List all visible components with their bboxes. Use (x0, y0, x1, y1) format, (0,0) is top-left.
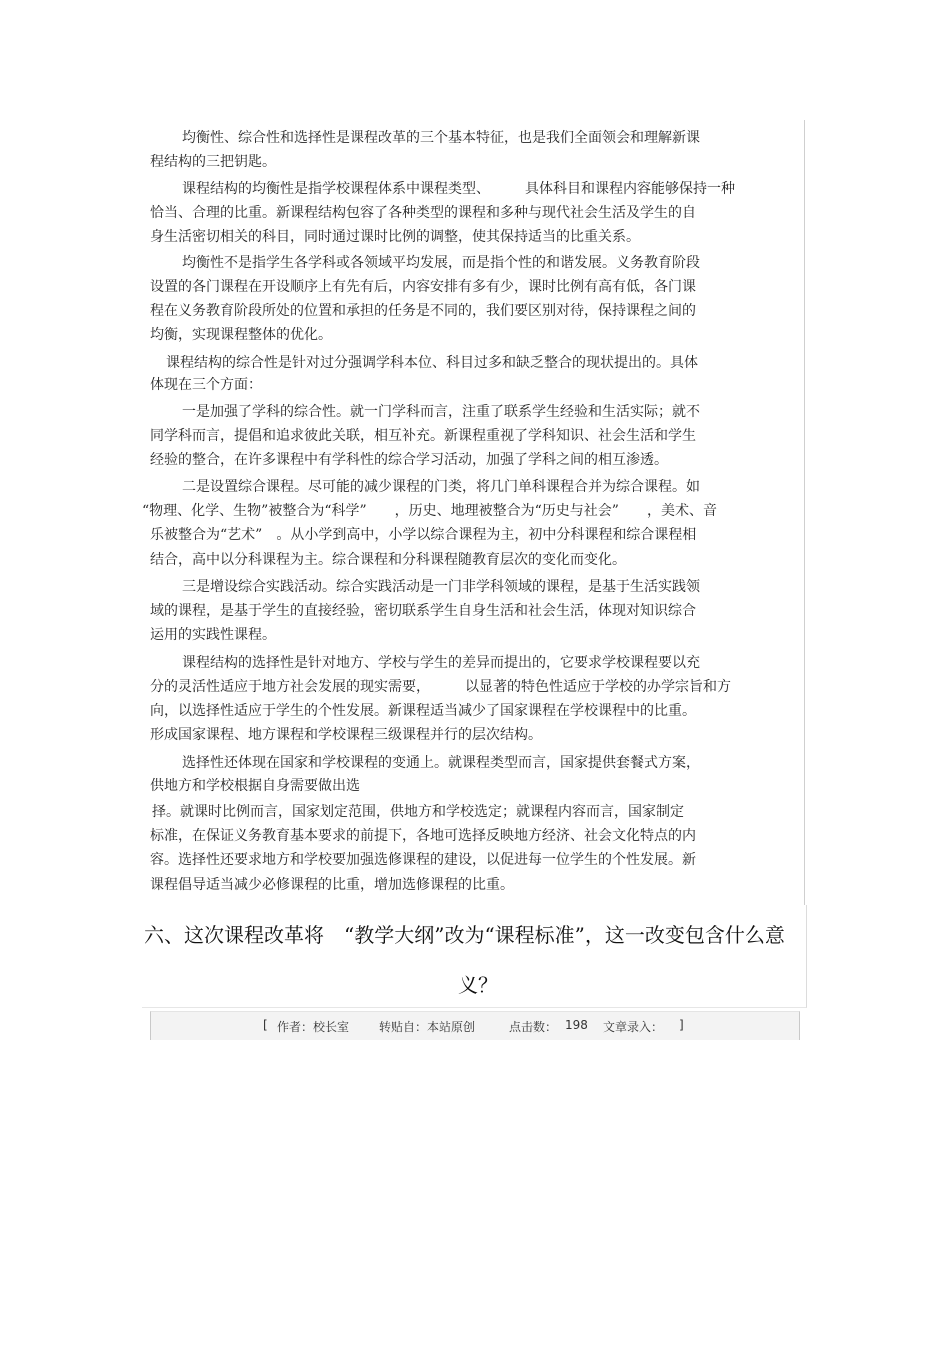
article-line: 形成国家课程、地方课程和学校课程三级课程并行的层次结构。 (150, 727, 542, 743)
article-line: 容。选择性还要求地方和学校要加强选修课程的建设，以促进每一位学生的个性发展。新 (150, 852, 696, 868)
article-line: 经验的整合，在许多课程中有学科性的综合学习活动，加强了学科之间的相互渗透。 (150, 452, 668, 468)
info-clicks-label: 点击数： (509, 1020, 558, 1034)
heading-line: 六、这次课程改革将 “教学大纲”改为“课程标准”，这一改变包含什么意 (144, 923, 785, 947)
info-open-bracket: [ (263, 1018, 268, 1032)
article-line: 择。就课时比例而言，国家划定范围，供地方和学校选定；就课程内容而言，国家制定 (152, 804, 684, 820)
article-line: “物理、化学、生物”被整合为“科学” ，历史、地理被整合为“历史与社会” ，美术、音 (142, 503, 717, 519)
article-line: 课程结构的选择性是针对地方、学校与学生的差异而提出的，它要求学校课程要以充 (182, 655, 700, 671)
article-line: 分的灵活性适应于地方社会发展的现实需要， 以显著的特色性适应于学校的办学宗旨和方 (150, 679, 731, 695)
question-heading (142, 905, 807, 1008)
article-body (142, 120, 805, 905)
info-close-bracket: ] (679, 1018, 684, 1032)
article-line: 向，以选择性适应于学生的个性发展。新课程适当减少了国家课程在学校课程中的比重。 (150, 703, 696, 719)
article-line: 课程结构的均衡性是指学校课程体系中课程类型、 具体科目和课程内容能够保持一种 (182, 181, 735, 197)
article-info-bar (150, 1011, 800, 1040)
article-line: 乐被整合为“艺术” 。从小学到高中，小学以综合课程为主，初中分科课程和综合课程相 (150, 527, 697, 543)
article-line: 同学科而言，提倡和追求彼此关联，相互补充。新课程重视了学科知识、社会生活和学生 (150, 428, 696, 444)
article-line: 结合，高中以分科课程为主。综合课程和分科课程随教育层次的变化而变化。 (150, 552, 626, 568)
article-line: 恰当、合理的比重。新课程结构包容了各种类型的课程和多种与现代社会生活及学生的自 (150, 205, 696, 221)
article-line: 选择性还体现在国家和学校课程的变通上。就课程类型而言，国家提供套餐式方案， (182, 755, 700, 771)
article-line: 供地方和学校根据自身需要做出选 (150, 778, 360, 794)
info-author: 作者：校长室 (277, 1020, 350, 1034)
article-line: 三是增设综合实践活动。综合实践活动是一门非学科领域的课程，是基于生活实践领 (182, 579, 700, 595)
article-line: 均衡性、综合性和选择性是课程改革的三个基本特征，也是我们全面领会和理解新课 (182, 130, 700, 146)
article-line: 程在义务教育阶段所处的位置和承担的任务是不同的，我们要区别对待，保持课程之间的 (150, 303, 696, 319)
heading-line: 义？ (458, 973, 498, 997)
article-line: 程结构的三把钥匙。 (150, 154, 276, 170)
article-line: 标准，在保证义务教育基本要求的前提下，各地可选择反映地方经济、社会文化特点的内 (150, 828, 696, 844)
article-line: 均衡性不是指学生各学科或各领域平均发展，而是指个性的和谐发展。义务教育阶段 (182, 255, 700, 271)
article-line: 均衡，实现课程整体的优化。 (150, 327, 332, 343)
article-line: 设置的各门课程在开设顺序上有先有后，内容安排有多有少，课时比例有高有低，各门课 (150, 279, 696, 295)
article-line: 一是加强了学科的综合性。就一门学科而言，注重了联系学生经验和生活实际；就不 (182, 404, 700, 420)
article-line: 域的课程，是基于学生的直接经验，密切联系学生自身生活和社会生活，体现对知识综合 (150, 603, 696, 619)
article-line: 二是设置综合课程。尽可能的减少课程的门类，将几门单科课程合并为综合课程。如 (182, 479, 700, 495)
info-editor: 文章录入： (603, 1020, 664, 1034)
article-line: 体现在三个方面： (150, 377, 262, 393)
article-line: 课程结构的综合性是针对过分强调学科本位、科目过多和缺乏整合的现状提出的。具体 (166, 355, 698, 371)
article-line: 身生活密切相关的科目，同时通过课时比例的调整，使其保持适当的比重关系。 (150, 229, 640, 245)
article-line: 课程倡导适当减少必修课程的比重，增加选修课程的比重。 (150, 877, 514, 893)
article-line: 运用的实践性课程。 (150, 627, 276, 643)
info-clicks-value: 198 (565, 1018, 588, 1032)
info-source: 转贴自：本站原创 (379, 1020, 476, 1034)
